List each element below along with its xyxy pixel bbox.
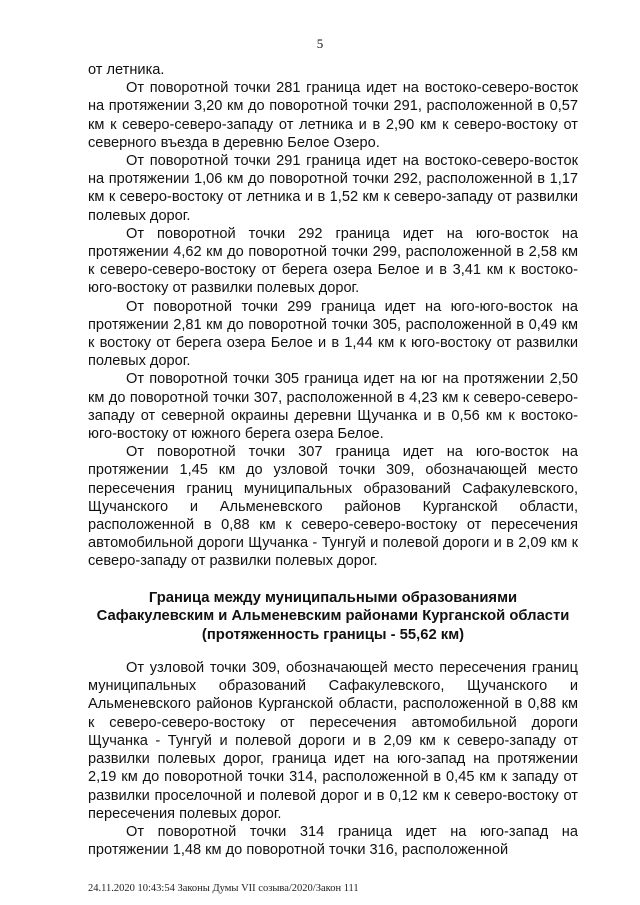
paragraph: От поворотной точки 305 граница идет на юг на протяжении 2,50 км до поворотной точки 307, расположенной в 4,23 км к северо-северо-западу от северной окраины деревни Щучанка и в 0,56 км к востоко-юго-востоку от южного берега озера Белое. xyxy=(88,371,578,443)
paragraph: От поворотной точки 299 граница идет на юго-юго-восток на протяжении 2,81 км до поворотной точки 305, расположенной в 0,49 км к востоку от берега озера Белое и в 1,44 км к юго-востоку от развилки полевых дорог. xyxy=(88,298,578,370)
section-heading xyxy=(88,589,578,645)
page-number: 5 xyxy=(316,36,324,51)
document-body xyxy=(88,61,578,859)
document-footer: 24.11.2020 10:43:54 Законы Думы VII созыва/2020/Закон 111 xyxy=(88,883,359,894)
section-heading-line-1: Граница между муниципальными образованиями xyxy=(148,589,518,606)
paragraphs-before-heading xyxy=(88,61,578,571)
paragraph: от летника. xyxy=(88,62,165,78)
section-heading-line-3: (протяженность границы - 55,62 км) xyxy=(201,627,465,644)
paragraph: От поворотной точки 292 граница идет на юго-восток на протяжении 4,62 км до поворотной точки 299, расположенной в 2,58 км к северо-северо-востоку от берега озера Белое и в 3,41 км к востоко-юго-востоку от развилки полевых дорог. xyxy=(88,225,578,297)
section-heading-line-2: Сафакулевским и Альменевским районами Курганской области xyxy=(96,608,570,625)
paragraph: От поворотной точки 307 граница идет на юго-восток на протяжении 1,45 км до узловой точки 309, обозначающей место пересечения границ муниципальных образований Сафакулевского, Щучанского и Альменевского районов Курганской области, расположенной в 0,88 км к северо-северо-востоку от пересечения автомобильной дороги Щучанка - Тунгуй и полевой дороги и в 2,09 км к северо-западу от развилки полевых дорог. xyxy=(88,444,578,570)
paragraph: От поворотной точки 281 граница идет на востоко-северо-восток на протяжении 3,20 км до поворотной точки 291, расположенной в 0,57 км к северо-северо-западу от летника и в 2,90 км к северо-востоку от северного въезда в деревню Белое Озеро. xyxy=(88,80,578,151)
paragraphs-after-heading xyxy=(88,659,578,859)
paragraph: От поворотной точки 314 граница идет на юго-запад на протяжении 1,48 км до поворотной точки 316, расположенной xyxy=(88,823,578,859)
paragraph: От узловой точки 309, обозначающей место пересечения границ муниципальных образований Сафакулевского, Щучанского и Альменевского районов Курганской области, расположенной в 0,88 км к северо-северо-востоку от пересечения автомобильной дороги Щучанка - Тунгуй и полевой дороги и в 2,09 км к северо-западу от развилки полевых дорог, граница идет на юго-запад на протяжении 2,19 км до поворотной точки 314, расположенной в 0,45 км к западу от развилки проселочной и полевой дорог и в 0,12 км к северо-востоку от пересечения полевых дорог. xyxy=(88,660,578,822)
paragraph: От поворотной точки 291 граница идет на востоко-северо-восток на протяжении 1,06 км до поворотной точки 292, расположенной в 1,17 км к северо-востоку от летника и в 1,52 км к северо-западу от развилки полевых дорог. xyxy=(88,153,578,224)
